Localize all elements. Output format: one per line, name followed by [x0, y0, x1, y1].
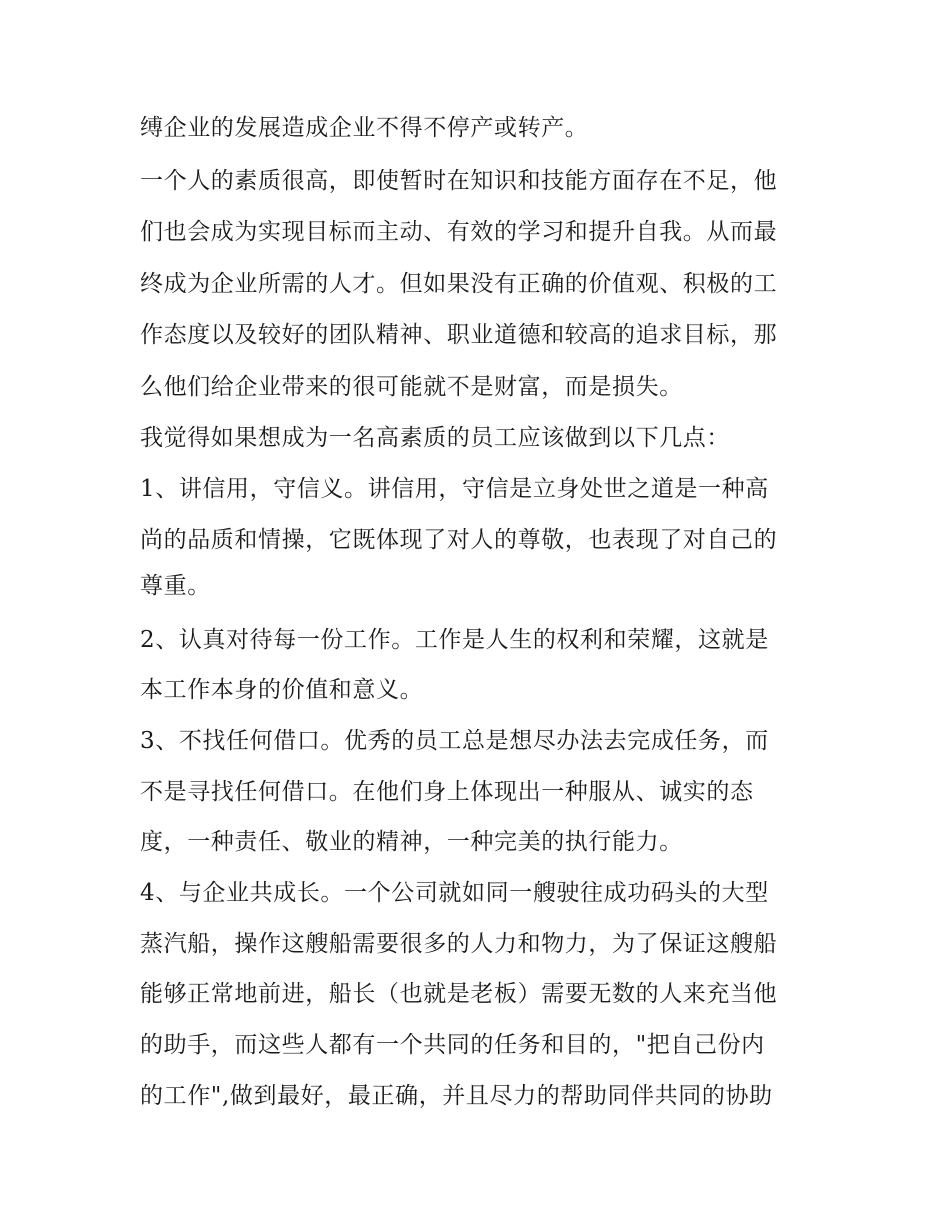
text-line: 我觉得如果想成为一名高素质的员工应该做到以下几点：	[140, 425, 730, 451]
text-line: 4、与企业共成长。一个公司就如同一艘驶往成功码头的大型	[140, 880, 769, 906]
text-line: 能够正常地前进，船长（也就是老板）需要无数的人来充当他	[140, 981, 778, 1007]
text-line: 一个人的素质很高，即使暂时在知识和技能方面存在不足，他	[140, 168, 778, 194]
text-line: 尚的品质和情操，它既体现了对人的尊敬，也表现了对自己的	[140, 527, 778, 553]
text-line: 缚企业的发展造成企业不得不停产或转产。	[140, 115, 589, 141]
text-line: 的助手，而这些人都有一个共同的任务和目的，"把自己份内	[140, 1032, 765, 1058]
text-line: 度，一种责任、敬业的精神，一种完美的执行能力。	[140, 829, 683, 855]
text-line: 不是寻找任何借口。在他们身上体现出一种服从、诚实的态	[140, 779, 754, 805]
text-line: 1、讲信用，守信义。讲信用，守信是立身处世之道是一种高	[140, 476, 769, 502]
text-line: 的工作",做到最好，最正确，并且尽力的帮助同伴共同的协助	[140, 1083, 773, 1109]
text-line: 尊重。	[140, 573, 211, 599]
text-line: 蒸汽船，操作这艘船需要很多的人力和物力，为了保证这艘船	[140, 931, 778, 957]
text-line: 么他们给企业带来的很可能就不是财富，而是损失。	[140, 374, 683, 400]
text-line: 3、不找任何借口。优秀的员工总是想尽办法去完成任务，而	[140, 728, 769, 754]
text-line: 2、认真对待每一份工作。工作是人生的权利和荣耀，这就是	[140, 627, 769, 653]
text-line: 终成为企业所需的人才。但如果没有正确的价值观、积极的工	[140, 271, 778, 297]
text-line: 本工作本身的价值和意义。	[140, 677, 424, 703]
text-line: 们也会成为实现目标而主动、有效的学习和提升自我。从而最	[140, 219, 778, 245]
text-line: 作态度以及较好的团队精神、职业道德和较高的追求目标，那	[140, 322, 778, 348]
